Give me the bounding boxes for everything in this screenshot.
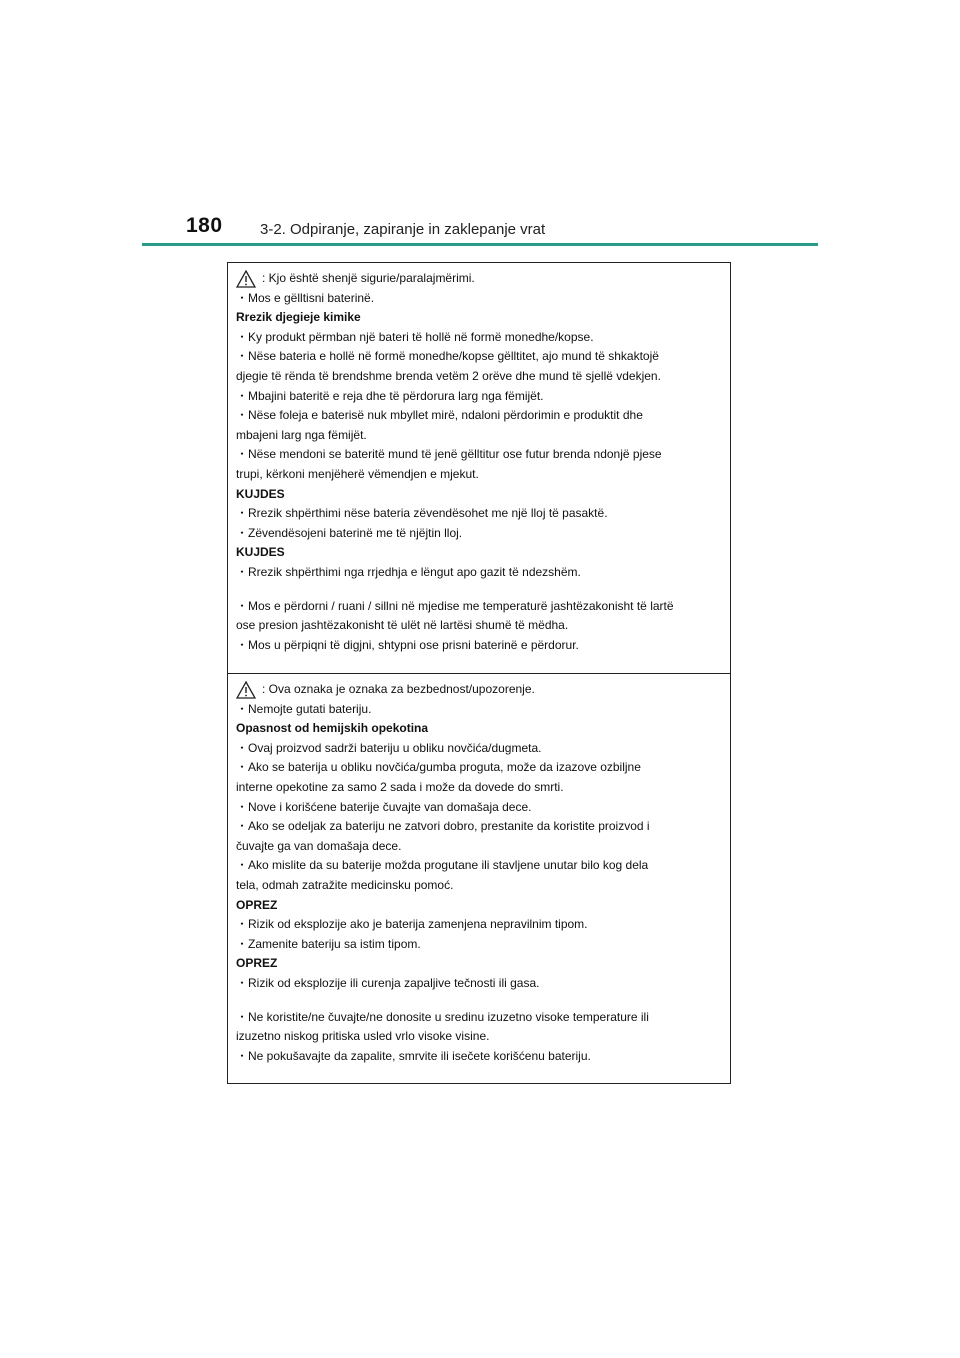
spacer [236, 583, 722, 597]
warning-text-line: mbajeni larg nga fëmijët. [236, 427, 367, 442]
warning-text-line: ・Ako mislite da su baterije možda progutane ili stavljene unutar bilo kog dela [236, 858, 649, 873]
warning-text-line: ・Mos u përpiqni të digjni, shtypni ose prisni baterinë e përdorur. [236, 637, 579, 652]
warning-text-line: ose presion jashtëzakonisht të ulët në lartësi shumë të mëdha. [236, 618, 569, 633]
warning-text-line: ・Nemojte gutati bateriju. [236, 701, 372, 716]
warning-text-line: izuzetno niskog pritiska usled vrlo visoke visine. [236, 1029, 490, 1044]
warning-text-line: djegie të rënda të brendshme brenda vetëm 2 orëve dhe mund të sjellë vdekjen. [236, 368, 661, 383]
battery-warning-box [227, 262, 731, 1084]
warning-text-line: ・Ne pokušavajte da zapalite, smrvite ili isečete korišćenu bateriju. [236, 1048, 591, 1063]
warning-symbol-caption: : Ova oznaka je oznaka za bezbednost/upozorenje. [262, 682, 535, 696]
warning-text-line: ・Mos e gëlltisni baterinë. [236, 290, 375, 305]
warning-text-line: čuvajte ga van domašaja dece. [236, 838, 402, 853]
warning-text-line: ・Ovaj proizvod sadrži bateriju u obliku novčića/dugmeta. [236, 740, 542, 755]
warning-text-line: ・Ky produkt përmban një bateri të hollë në formë monedhe/kopse. [236, 329, 594, 344]
warning-text-line: ・Zamenite bateriju sa istim tipom. [236, 936, 421, 951]
spacer [236, 994, 722, 1008]
warning-text-line: ・Ako se odeljak za bateriju ne zatvori dobro, prestanite da koristite proizvod i [236, 819, 650, 834]
warning-text-line: ・Nëse bateria e hollë në formë monedhe/kopse gëlltitet, ajo mund të shkaktojë [236, 349, 659, 364]
albanian-warning-panel [228, 263, 730, 673]
warning-text-line: ・Nëse mendoni se bateritë mund të jenë gëlltitur ose futur brenda ndonjë pjese [236, 447, 662, 462]
serbian-warning-panel [228, 673, 730, 1083]
warning-text-line: ・Ako se baterija u obliku novčića/gumba proguta, može da izazove ozbiljne [236, 760, 641, 775]
warning-text-line: ・Zëvendësojeni baterinë me të njëjtin lloj. [236, 525, 463, 540]
section-title: 3-2. Odpiranje, zapiranje in zaklepanje vrat [260, 221, 546, 238]
warning-text-line: ・Ne koristite/ne čuvajte/ne donosite u sredinu izuzetno visoke temperature ili [236, 1009, 649, 1024]
warning-text-line: trupi, kërkoni menjëherë vëmendjen e mjekut. [236, 466, 479, 481]
warning-triangle-icon [236, 681, 256, 699]
page-number: 180 [186, 214, 223, 237]
warning-triangle-icon [236, 270, 256, 288]
warning-text-line: ・Nove i korišćene baterije čuvajte van domašaja dece. [236, 799, 532, 814]
warning-text-line: tela, odmah zatražite medicinsku pomoć. [236, 877, 454, 892]
warning-heading: KUJDES [236, 486, 285, 501]
warning-heading: Rrezik djegieje kimike [236, 310, 361, 325]
warning-text-line: interne opekotine za samo 2 sada i može da dovede do smrti. [236, 779, 564, 794]
warning-heading: OPREZ [236, 956, 278, 971]
warning-heading: OPREZ [236, 897, 278, 912]
warning-heading: Opasnost od hemijskih opekotina [236, 721, 429, 736]
warning-text-line: ・Nëse foleja e baterisë nuk mbyllet mirë, ndaloni përdorimin e produktit dhe [236, 408, 643, 423]
warning-symbol-caption: : Kjo është shenjë sigurie/paralajmërimi. [262, 271, 475, 285]
warning-text-line: ・Mos e përdorni / ruani / sillni në mjedise me temperaturë jashtëzakonisht të lartë [236, 598, 674, 613]
warning-text-line [236, 269, 722, 289]
warning-text-line: ・Rizik od eksplozije ili curenja zapaljive tečnosti ili gasa. [236, 975, 540, 990]
warning-text-line: ・Rrezik shpërthimi nëse bateria zëvendësohet me një lloj të pasaktë. [236, 506, 608, 521]
warning-heading: KUJDES [236, 545, 285, 560]
header-rule [142, 243, 818, 246]
warning-text-line: ・Rizik od eksplozije ako je baterija zamenjena nepravilnim tipom. [236, 917, 588, 932]
warning-text-line: ・Mbajini bateritë e reja dhe të përdorura larg nga fëmijët. [236, 388, 544, 403]
warning-text-line [236, 680, 722, 700]
warning-text-line: ・Rrezik shpërthimi nga rrjedhja e lëngut apo gazit të ndezshëm. [236, 564, 581, 579]
